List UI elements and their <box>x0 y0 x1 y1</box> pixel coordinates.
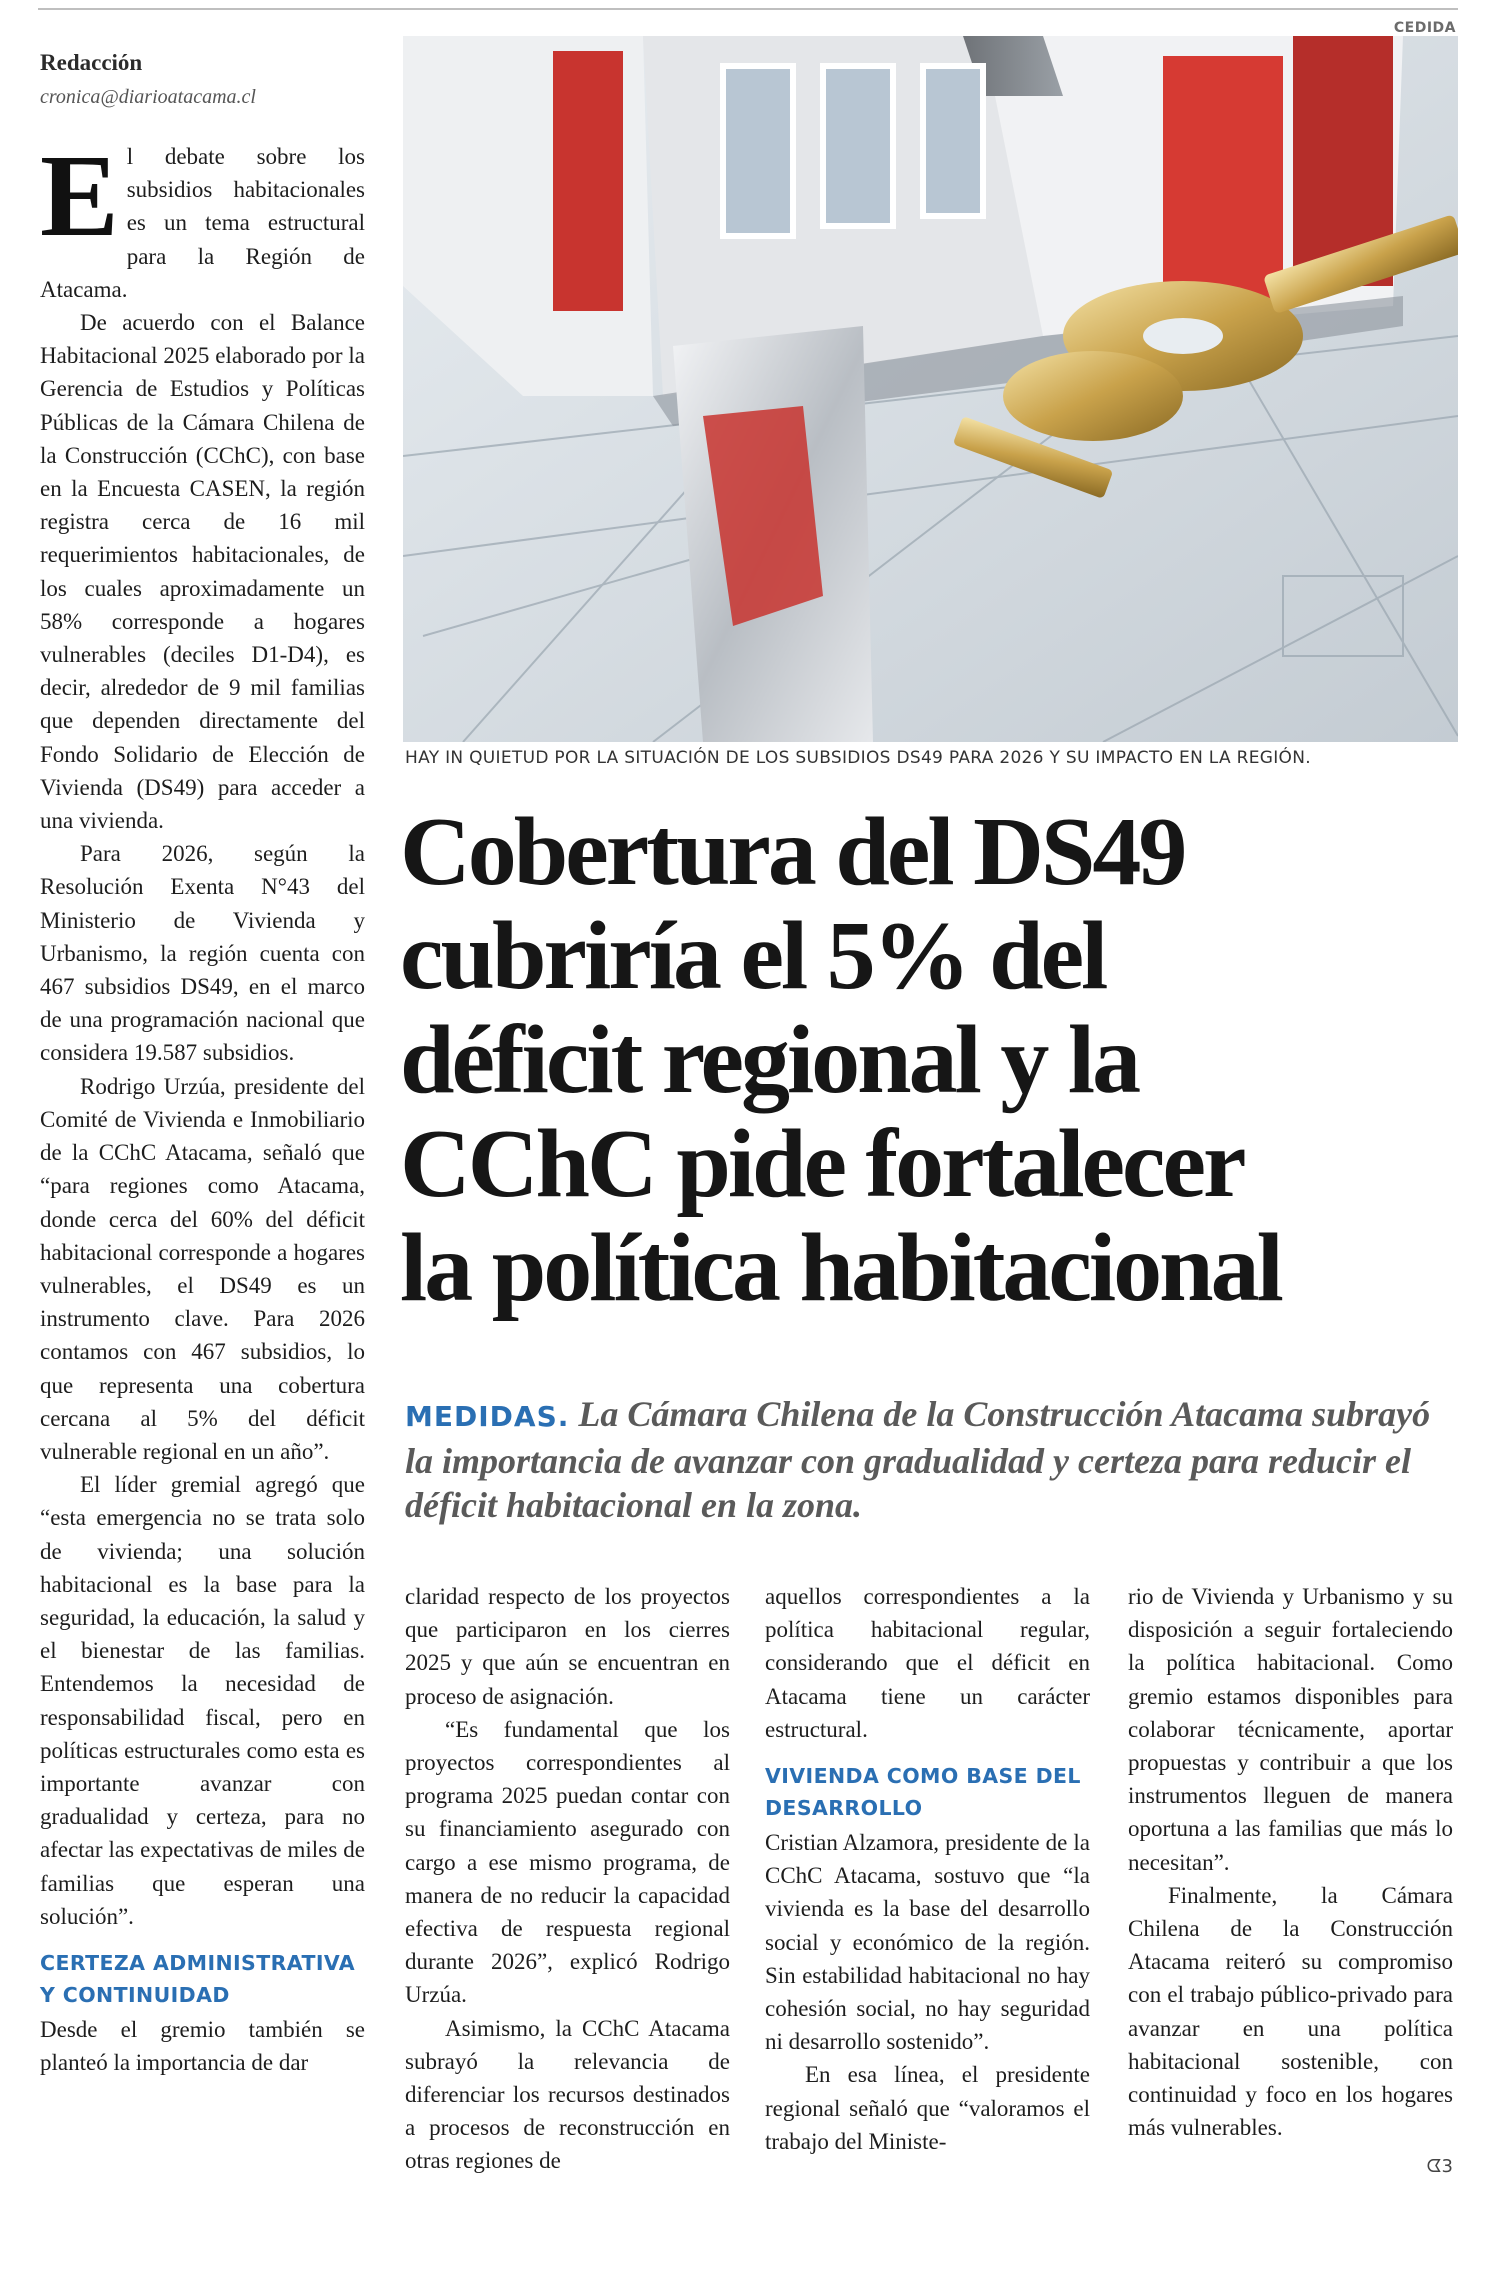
paragraph: Para 2026, según la Resolución Exenta N°43 del Ministerio de Vivienda y Urbanismo, la región cuenta con 467 subsidios DS49, en el marco de una programación nacional que considera 19.587 subsidios. <box>40 841 365 1066</box>
paragraph: En esa línea, el presidente regional señaló que “valoramos el trabajo del Ministe- <box>765 2062 1090 2154</box>
section-subhead: VIVIENDA COMO BASE DEL DESARROLLO <box>765 1764 1081 1821</box>
deck-text: La Cámara Chilena de la Construcción Atacama subrayó la importancia de avanzar con gradualidad y certeza para reducir el déficit habitacional en la zona. <box>405 1394 1431 1525</box>
paragraph: rio de Vivienda y Urbanismo y su disposición a seguir fortaleciendo la política habitacional. Como gremio estamos disponibles para colaborar técnicamente, aportar propuestas y contribuir a que los instrumentos lleguen de manera oportuna a las familias que más lo necesitan”. <box>1128 1584 1453 1875</box>
paragraph: Asimismo, la CChC Atacama subrayó la relevancia de diferenciar los recursos destinados a procesos de reconstrucción en otras regiones de <box>405 2015 730 2174</box>
paragraph: Desde el gremio también se planteó la importancia de dar <box>40 2016 365 2076</box>
paragraph: Finalmente, la Cámara Chilena de la Construcción Atacama reiteró su compromiso con el trabajo público-privado para avanzar en una política habitacional sostenible, con continuidad y foco en los hogares más vulnerables. <box>1128 1882 1453 2141</box>
paragraph: “Es fundamental que los proyectos correspondientes al programa 2025 puedan contar con su financiamiento asegurado con cargo a ese mismo programa, de manera de no reducir la capacidad efectiva de respuesta regional durante 2026”, explicó Rodrigo Urzúa. <box>405 1716 730 2008</box>
end-mark: ᗧ3 <box>1426 2156 1453 2178</box>
photo-caption: HAY IN QUIETUD POR LA SITUACIÓN DE LOS SUBSIDIOS DS49 PARA 2026 Y SU IMPACTO EN LA REGIÓN. <box>405 748 1311 768</box>
paragraph: El líder gremial agregó que “esta emergencia no se trata solo de vivienda; una solución habitacional es la base para la seguridad, la educación, la salud y el bienestar de las familias. Entendemos la necesidad de responsabilidad fiscal, pero en políticas estructurales como esta es importante avanzar con gradualidad y certeza, para no afectar las expectativas de miles de familias que esperan una solución”. <box>40 1472 365 1929</box>
column-4 <box>1128 1580 1453 2184</box>
paragraph: aquellos correspondientes a la política habitacional regular, considerando que el déficit en Atacama tiene un carácter estructural. <box>765 1584 1090 1742</box>
house-keys-illustration <box>403 36 1458 742</box>
article-photo <box>403 36 1458 742</box>
paragraph: Cristian Alzamora, presidente de la CChC Atacama, sostuvo que “la vivienda es la base del desarrollo social y económico de la región. Sin estabilidad habitacional no hay cohesión social, no hay seguridad ni desarrollo sostenido”. <box>765 1830 1090 2055</box>
photo-credit: CEDIDA <box>1393 20 1456 36</box>
column-3 <box>765 1580 1090 2158</box>
column-1 <box>40 130 365 2079</box>
top-rule <box>38 8 1458 10</box>
drop-cap: E <box>40 130 119 261</box>
paragraph: claridad respecto de los proyectos que participaron en los cierres 2025 y que aún se encuentran en proceso de asignación. <box>405 1584 730 1709</box>
byline-author: Redacción <box>40 50 143 75</box>
headline-line: Cobertura del DS49 <box>400 798 1185 906</box>
section-subhead: CERTEZA ADMINISTRATIVA Y CONTINUIDAD <box>40 1950 356 2007</box>
paragraph: De acuerdo con el Balance Habitacional 2025 elaborado por la Gerencia de Estudios y Políticas Públicas de la Cámara Chilena de la Construcción (CChC), con base en la Encuesta CASEN, la región registra cerca de 16 mil requerimientos habitacionales, de los cuales aproximadamente un 58% corresponde a hogares vulnerables (deciles D1-D4), es decir, alrededor de 9 mil familias que dependen directamente del Fondo Solidario de Elección de Vivienda (DS49) para acceder a una vivienda. <box>40 310 365 834</box>
column-2 <box>405 1580 730 2178</box>
deck-label: MEDIDAS. <box>405 1400 570 1433</box>
deck <box>405 1392 1465 1527</box>
headline-line: la política habitacional <box>400 1214 1281 1322</box>
headline-line: déficit regional y la <box>400 1006 1139 1114</box>
paragraph: l debate sobre los subsidios habitacionales es un tema estructural para la Región de Atacama. <box>40 144 365 302</box>
headline-line: cubriría el 5% del <box>400 902 1106 1010</box>
paragraph: Rodrigo Urzúa, presidente del Comité de Vivienda e Inmobiliario de la CChC Atacama, señaló que “para regiones como Atacama, donde cerca del 60% del déficit habitacional corresponde a hogares vulnerables, el DS49 es un instrumento clave. Para 2026 contamos con 467 subsidios, lo que representa una cobertura cercana al 5% del déficit vulnerable regional en un año”. <box>40 1073 365 1464</box>
byline-email[interactable]: cronica@diarioatacama.cl <box>40 86 256 108</box>
headline <box>400 800 1470 1320</box>
headline-line: CChC pide fortalecer <box>400 1110 1244 1218</box>
